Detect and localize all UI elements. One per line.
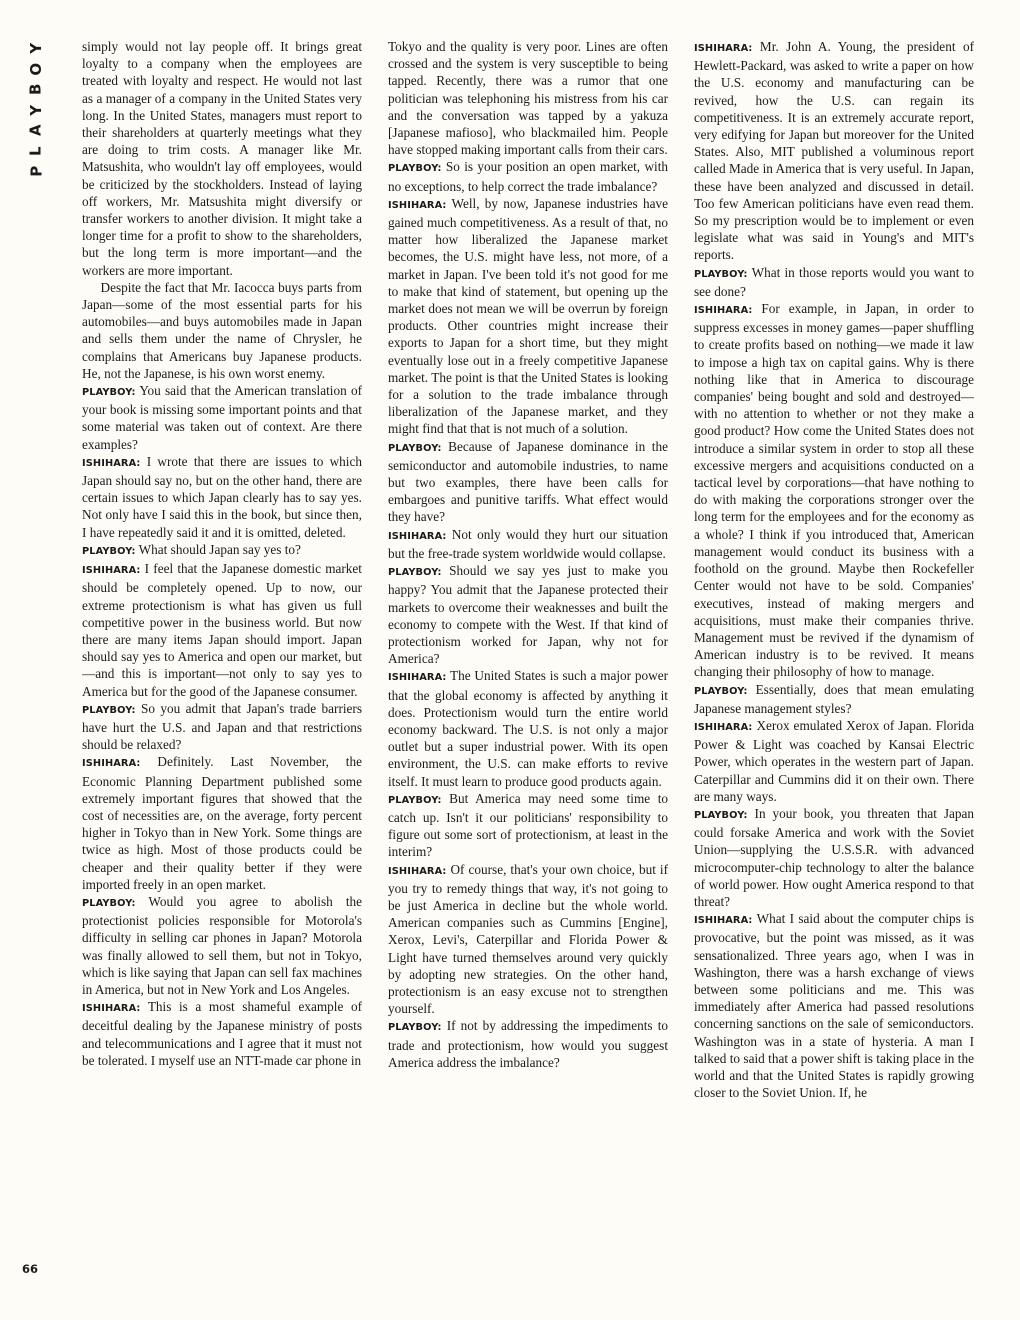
page-number: 66: [22, 1262, 39, 1276]
paragraph-text: The United States is such a major power that the global economy is affected by anything it does. Protectionism would turn the entire world economy backward. The U.S. is not only a major outlet but a super industrial power. With its open environment, the U.S. can make efforts to revive itself. It must learn to produce good products again.: [388, 668, 668, 789]
interview-exchange: [388, 438, 668, 526]
magazine-name-vertical: [26, 38, 46, 182]
logo-letter: P: [26, 165, 45, 177]
speaker-label: ISHIHARA:: [388, 672, 447, 684]
paragraph-text: What I said about the computer chips is provocative, but the point was missed, as it was sensationalized. Three years ago, when I was in Washington, there was a harsh exchange of views between some politicians and me. This was immediately after America had passed resolutions concerning sanctions on the sale of semiconductors. Washington was in a state of hysteria. A man I talked to said that a power shift is taking place in the world and that the United States is rapidly growing closer to the Soviet Union. If, he: [694, 911, 974, 1101]
logo-letter: O: [26, 62, 45, 76]
speaker-label: PLAYBOY:: [694, 809, 748, 821]
paragraph-text: Well, by now, Japanese industries have gained much competitiveness. As a result of that, no matter how liberalized the Japanese market becomes, the U.S. might have less, not more, of a market in Japan. I've been told it's not good for me to make that kind of statement, but opening up the market does not mean we will be overrun by foreign products. Other countries might increase their exports to Japan for a short time, but they might eventually lose out in a freely competitive Japanese market. The point is that the United States is looking for a solution to the trade imbalance through liberalization of the Japanese market, and they might find that that is not much of a solution.: [388, 195, 668, 437]
interview-exchange: [82, 560, 362, 700]
paragraph-text: Not only would they hurt our situation but the free-trade system worldwide would collapse.: [388, 526, 668, 561]
speaker-label: ISHIHARA:: [82, 758, 141, 770]
text-column-3: [694, 38, 974, 1286]
body-paragraph: [82, 279, 362, 382]
speaker-label: PLAYBOY:: [388, 442, 442, 454]
interview-exchange: [82, 382, 362, 453]
speaker-label: ISHIHARA:: [694, 43, 753, 54]
speaker-label: ISHIHARA:: [694, 721, 753, 733]
logo-letter: L: [26, 145, 45, 156]
paragraph-text: So is your position an open market, with no exceptions, to help correct the trade imbalance?: [388, 159, 668, 194]
interview-exchange: [694, 805, 974, 910]
paragraph-text: I wrote that there are issues to which Japan should say no, but on the other hand, there are certain issues to which Japan clearly has to say yes. Not only have I said this in the book, but since then, I have repeatedly said it and it is omitted, deleted.: [82, 453, 362, 540]
speaker-label: ISHIHARA:: [82, 457, 141, 469]
text-column-2: [388, 38, 668, 1286]
interview-exchange: [694, 717, 974, 805]
paragraph-text: But America may need some time to catch up. Isn't it our politicians' responsibility to figure out some sort of protectionism, at least in the interim?: [388, 790, 668, 860]
paragraph-text: If not by addressing the impediments to trade and protectionism, how would you suggest America address the imbalance?: [388, 1018, 668, 1070]
article-body: [82, 38, 974, 1286]
paragraph-text: Should we say yes just to make you happy? You admit that the Japanese protected their markets to overcome their weaknesses and built the economy to compete with the West. If that kind of protectionism worked for Japan, why not for America?: [388, 563, 668, 667]
interview-exchange: [388, 158, 668, 194]
interview-exchange: [388, 861, 668, 1018]
paragraph-text: You said that the American translation of your book is missing some important points and that some material was taken out of context. Are there examples?: [82, 383, 362, 452]
text-column-1: [82, 38, 362, 1286]
paragraph-text: What in those reports would you want to see done?: [694, 264, 974, 299]
speaker-label: PLAYBOY:: [388, 1022, 442, 1034]
interview-exchange: [388, 790, 668, 861]
interview-exchange: [82, 893, 362, 998]
logo-letter: Y: [26, 42, 45, 54]
paragraph-text: Tokyo and the quality is very poor. Lines are often crossed and the system is very susceptible to being tapped. Recently, there was a rumor that one politician was telephoning his mistress from his car and the conversation was tapped by a yakuza [Japanese mafioso], who blackmailed him. People have stopped making important calls from their cars.: [388, 39, 668, 158]
speaker-label: ISHIHARA:: [694, 915, 753, 927]
paragraph-text: What should Japan say yes to?: [138, 541, 301, 557]
logo-letter: A: [26, 124, 45, 137]
body-paragraph: [388, 38, 668, 158]
speaker-label: ISHIHARA:: [82, 565, 141, 577]
paragraph-text: Essentially, does that mean emulating Japanese management styles?: [694, 681, 974, 716]
body-paragraph: [82, 38, 362, 279]
interview-exchange: [388, 667, 668, 789]
speaker-label: PLAYBOY:: [388, 567, 442, 579]
speaker-label: PLAYBOY:: [82, 387, 136, 399]
paragraph-text: I feel that the Japanese domestic market should be completely opened. Up to now, our extreme protectionism is what has given us full competitive power in the business world. But now there are many items Japan should import. Japan should say yes to America and open our market, but—and this is important—not only to say yes to America but for the good of the Japanese consumer.: [82, 561, 362, 699]
interview-exchange: [694, 910, 974, 1101]
paragraph-text: simply would not lay people off. It brings great loyalty to a company when the employees are treated with loyalty and respect. He would not last as a manager of a company in the United States very long. In the United States, managers must report to their shareholders at quarterly meetings what they are doing to trim costs. A manager like Mr. Matsushita, who wouldn't lay off employees, would be criticized by the stockholders. Instead of laying off workers, Mr. Matsushita might diversify or transfer workers to another division. It might take a longer time for a profit to show to the shareholders, but the long term is more important—and the workers are more important.: [82, 39, 362, 278]
speaker-label: PLAYBOY:: [82, 704, 136, 716]
logo-letter: B: [26, 83, 45, 95]
speaker-label: ISHIHARA:: [388, 865, 447, 877]
interview-exchange: [694, 300, 974, 680]
speaker-label: ISHIHARA:: [694, 305, 753, 317]
paragraph-text: Mr. John A. Young, the president of Hewlett-Packard, was asked to write a paper on how the U.S. economy and manufacturing can be revived, how the U.S. can regain its competitiveness. It is an extremely accurate report, very edifying for Japan but moreover for the United States. Also, MIT published a voluminous report called Made in America that is very useful. In Japan, these have been analyzed and discussed in detail. Too few American politicians have even read them. So my prescription would be to implement or even legislate what was said in Young's and MIT's reports.: [694, 39, 974, 263]
interview-exchange: [388, 1017, 668, 1071]
interview-exchange: [694, 38, 974, 264]
interview-exchange: [82, 753, 362, 893]
interview-exchange: [82, 453, 362, 541]
speaker-label: PLAYBOY:: [694, 268, 748, 280]
interview-exchange: [388, 562, 668, 667]
interview-exchange: [694, 264, 974, 300]
paragraph-text: Definitely. Last November, the Economic Planning Department published some extremely important figures that showed that the cost of necessities are, on the average, forty percent higher in Tokyo than in New York. Some things are twice as high. Most of those products could be cheaper and their quality better if they were imported freely in an open market.: [82, 754, 362, 892]
interview-exchange: [388, 195, 668, 438]
paragraph-text: For example, in Japan, in order to suppress excesses in money games—paper shuffling to create profits based on nothing—we made it law to impose a high tax on capital gains. Why is there nothing like that in America to discourage companies' being bought and sold and destroyed—with no attention to whether or not they make a good product? How come the United States does not introduce a similar system in order to stop all these excessive mergers and acquisitions conducted on a tactical level by corporations—that have nothing to do with making the corporations stronger over the long term for the employees and for the economy as a whole? I think if you introduced that, American management would conduct its business with a foothold on the ground. Maybe then Rockefeller Center would not have to be sold. Companies' executives, instead of making mergers and acquisitions, must make their companies thrive. Management must be revived if the dynamism of American industry is to be revived. It means changing their philosophy of how to manage.: [694, 301, 974, 680]
interview-exchange: [388, 526, 668, 562]
speaker-label: PLAYBOY:: [694, 685, 748, 697]
paragraph-text: This is a most shameful example of deceitful dealing by the Japanese ministry of posts and telecommunications and I agree that it must not be tolerated. I myself use an NTT-made car phone in: [82, 999, 362, 1068]
paragraph-text: Because of Japanese dominance in the semiconductor and automobile industries, to name but two examples, there have been calls for embargoes and punitive tariffs. What effect would they have?: [388, 438, 668, 525]
paragraph-text: Would you agree to abolish the protectionist policies responsible for Motorola's difficulty in selling car phones in Japan? Motorola was finally allowed to sell them, but not in Tokyo, which is like saying that Japan can sell fax machines in America, but not in New York and Los Angeles.: [82, 893, 362, 997]
speaker-label: PLAYBOY:: [388, 794, 442, 806]
interview-exchange: [82, 541, 362, 560]
speaker-label: PLAYBOY:: [388, 163, 442, 175]
interview-exchange: [82, 998, 362, 1069]
speaker-label: ISHIHARA:: [388, 199, 447, 211]
paragraph-text: Despite the fact that Mr. Iacocca buys parts from Japan—some of the most essential parts for his automobiles—and buys automobiles made in Japan and sells them under the name of Chrysler, he complains that Americans buy Japanese products. He, not the Japanese, is his own worst enemy.: [82, 279, 362, 381]
paragraph-text: In your book, you threaten that Japan could forsake America and work with the Soviet Union—supplying the U.S.S.R. with advanced microcomputer-chip technology to alter the balance of world power. How ought America respond to that threat?: [694, 805, 974, 909]
speaker-label: PLAYBOY:: [82, 545, 136, 557]
interview-exchange: [694, 681, 974, 717]
logo-letter: Y: [26, 104, 45, 116]
interview-exchange: [82, 700, 362, 754]
speaker-label: ISHIHARA:: [388, 530, 447, 542]
speaker-label: ISHIHARA:: [82, 1003, 141, 1015]
paragraph-text: Of course, that's your own choice, but if you try to remedy things that way, it's not going to be just America in decline but the whole world. American companies such as Cummins [Engine], Xerox, Levi's, Caterpillar and Florida Power & Light have turned themselves around very quickly by adopting new strategies. On the other hand, protectionism is an easy excuse not to strengthen yourself.: [388, 861, 668, 1017]
paragraph-text: So you admit that Japan's trade barriers have hurt the U.S. and Japan and that restrictions should be relaxed?: [82, 700, 362, 753]
speaker-label: PLAYBOY:: [82, 897, 136, 909]
paragraph-text: Xerox emulated Xerox of Japan. Florida Power & Light was coached by Kansai Electric Power, which operates in the western part of Japan. Caterpillar and Cummins did it on their own. There are many ways.: [694, 717, 974, 804]
